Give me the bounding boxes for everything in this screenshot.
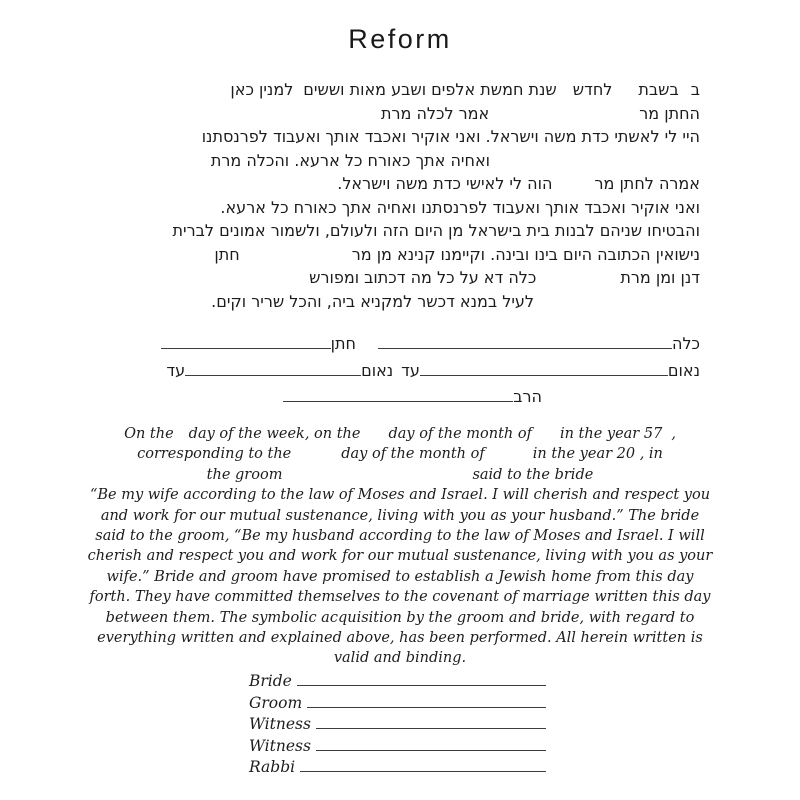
- hebrew-text-segment: חתן: [214, 244, 240, 264]
- fill-in-blank: [679, 93, 691, 95]
- english-text-line: [0, 465, 800, 485]
- hebrew-text-segment: בשבת: [638, 80, 679, 99]
- hebrew-signature-row: [100, 331, 700, 358]
- english-text-segment: in the year 57: [559, 426, 663, 442]
- hebrew-text-line: [100, 78, 700, 102]
- english-text-segment: cherish and respect you and work for our mutual sustenance, living with you as your: [87, 548, 713, 565]
- english-text-line: [0, 526, 800, 546]
- signature-line: [316, 716, 546, 729]
- english-text-segment: wife.” Bride and groom have promised to establish a Jewish home from this day: [106, 568, 694, 585]
- hebrew-text-segment: הרב: [513, 387, 542, 406]
- english-text-line: [0, 444, 800, 464]
- page-title: Reform: [348, 24, 452, 54]
- hebrew-text-line: [100, 290, 700, 314]
- hebrew-text-segment: אמרה לחתן מר: [594, 174, 700, 193]
- english-text-line: [0, 485, 800, 505]
- signature-line: [300, 759, 546, 772]
- english-text-segment: corresponding to the: [137, 446, 292, 463]
- fill-in-blank: [534, 305, 700, 307]
- groom-signature-row: [249, 694, 546, 716]
- hebrew-text-line: [100, 219, 700, 243]
- hebrew-text-line: [100, 266, 700, 290]
- hebrew-text-segment: שנת חמשת אלפים ושבע מאות וששים: [303, 80, 557, 99]
- signature-line: [307, 695, 546, 708]
- hebrew-signature-row: [100, 384, 700, 411]
- english-text-segment: said to the groom, “Be my husband according to the law of Moses and Israel. I will: [95, 528, 705, 545]
- english-text-segment: valid and binding.: [333, 650, 467, 667]
- hebrew-text-line: [100, 196, 700, 220]
- fill-in-blank: [489, 117, 639, 119]
- hebrew-text-segment: הוה לי לאישי כדת משה וישראל.: [337, 174, 553, 193]
- fill-in-blank: [662, 436, 671, 438]
- fill-in-blank: [532, 436, 560, 438]
- english-text-segment: everything written and explained above, has been performed. All herein written is: [97, 630, 703, 647]
- english-text-line: [0, 608, 800, 628]
- english-text-block: [0, 424, 800, 669]
- fill-in-blank: [536, 281, 620, 283]
- fill-in-blank: [557, 93, 573, 95]
- english-text-segment: said to the bride: [472, 466, 594, 483]
- witness-signature-row: [249, 715, 546, 737]
- english-text-line: [0, 648, 800, 668]
- bride-signature-row: [249, 672, 546, 694]
- signature-line: [316, 738, 546, 751]
- bride-signature-label: Bride: [249, 672, 292, 690]
- english-text-line: [0, 424, 800, 444]
- signature-line: [185, 362, 361, 376]
- fill-in-blank: [552, 187, 594, 189]
- signature-line: [420, 362, 668, 376]
- hebrew-text-segment: דנן ומן מרת: [620, 268, 700, 287]
- hebrew-text-segment: והבטיחו שניהם לבנות בית בישראל מן היום הזה ולעולם, ולשמור אמונים לברית: [172, 221, 700, 240]
- english-text-segment: On the: [124, 426, 174, 442]
- hebrew-text-segment: לחדש: [572, 80, 613, 99]
- fill-in-blank: [293, 93, 303, 95]
- hebrew-text-segment: נישואין הכתובה היום בינו ובינה. וקיימנו קנינא מן מר: [351, 244, 700, 264]
- rabbi-signature-label: Rabbi: [249, 758, 296, 776]
- english-text-segment: day of the month of: [388, 426, 532, 442]
- english-text-segment: in the year 20 , in: [532, 446, 663, 463]
- hebrew-text-segment: נאום: [361, 360, 394, 380]
- fill-in-blank: [485, 456, 533, 458]
- hebrew-text-segment: חתן: [330, 334, 356, 353]
- fill-in-blank: [490, 164, 700, 166]
- witness-signature-row: [249, 737, 546, 759]
- english-text-segment: day of the month of: [341, 446, 485, 463]
- english-text-line: [0, 567, 800, 587]
- hebrew-text-segment: אמר לכלה מרת: [380, 103, 490, 123]
- hebrew-signature-block: [100, 331, 700, 411]
- english-text-segment: the groom: [206, 466, 283, 483]
- english-text-segment: forth. They have committed themselves to the covenant of marriage written this day: [89, 589, 711, 606]
- english-text-line: [0, 506, 800, 526]
- english-text-segment: ,: [671, 426, 676, 442]
- fill-in-blank: [291, 456, 341, 458]
- hebrew-text-segment: כלה: [671, 334, 700, 353]
- english-text-line: [0, 546, 800, 566]
- hebrew-text-segment: כלה דא על כל מה דכתוב ומפורש: [309, 268, 537, 287]
- hebrew-text-line: [100, 125, 700, 149]
- fill-in-blank: [174, 436, 189, 438]
- hebrew-text-segment: ב: [690, 80, 700, 99]
- hebrew-text-line: [100, 102, 700, 126]
- english-text-segment: day of the week, on the: [188, 426, 361, 442]
- fill-in-blank: [360, 436, 388, 438]
- fill-in-blank: [282, 477, 472, 479]
- hebrew-text-segment: ואחיה אתך כאורח כל ארעא. והכלה מרת: [210, 150, 490, 170]
- hebrew-text-segment: נאום: [667, 360, 700, 380]
- fill-in-blank: [542, 400, 700, 402]
- hebrew-text-block: [100, 78, 700, 313]
- groom-signature-label: Groom: [249, 693, 303, 712]
- english-signature-block: [249, 672, 546, 780]
- signature-line: [378, 335, 672, 349]
- english-text-line: [0, 628, 800, 648]
- hebrew-text-segment: עד: [401, 360, 420, 380]
- signature-line: [161, 335, 331, 349]
- hebrew-text-line: [100, 243, 700, 267]
- rabbi-signature-row: [249, 758, 546, 780]
- hebrew-text-line: [100, 149, 700, 173]
- hebrew-text-segment: למנין כאן: [230, 80, 294, 99]
- witness-signature-label: Witness: [249, 715, 311, 733]
- english-text-segment: “Be my wife according to the law of Moses and Israel. I will cherish and respect you: [89, 487, 711, 504]
- hebrew-text-segment: ואני אוקיר ואכבד אותך ואעבוד לפרנסתנו ואחיה אתך כאורח כל ארעא.: [220, 197, 700, 217]
- fill-in-blank: [393, 374, 401, 376]
- english-text-segment: between them. The symbolic acquisition by the groom and bride, with regard to: [105, 609, 695, 626]
- english-text-segment: and work for our mutual sustenance, living with you as your husband.” The bride: [100, 507, 700, 524]
- hebrew-text-segment: לעיל במנא דכשר למקניא ביה, והכל שריר וקים.: [211, 291, 534, 311]
- signature-line: [283, 388, 513, 402]
- hebrew-text-segment: היי לי לאשתי כדת משה וישראל. ואני אוקיר ואכבד אותך ואעבוד לפרנסתנו: [201, 127, 700, 146]
- hebrew-text-segment: החתן מר: [639, 103, 700, 123]
- signature-line: [297, 673, 546, 686]
- hebrew-text-line: [100, 172, 700, 196]
- witness-signature-label: Witness: [249, 736, 311, 755]
- fill-in-blank: [240, 258, 352, 260]
- hebrew-text-segment: עד: [166, 360, 186, 380]
- hebrew-signature-row: [100, 358, 700, 385]
- fill-in-blank: [356, 347, 378, 349]
- english-text-line: [0, 587, 800, 607]
- fill-in-blank: [612, 93, 638, 95]
